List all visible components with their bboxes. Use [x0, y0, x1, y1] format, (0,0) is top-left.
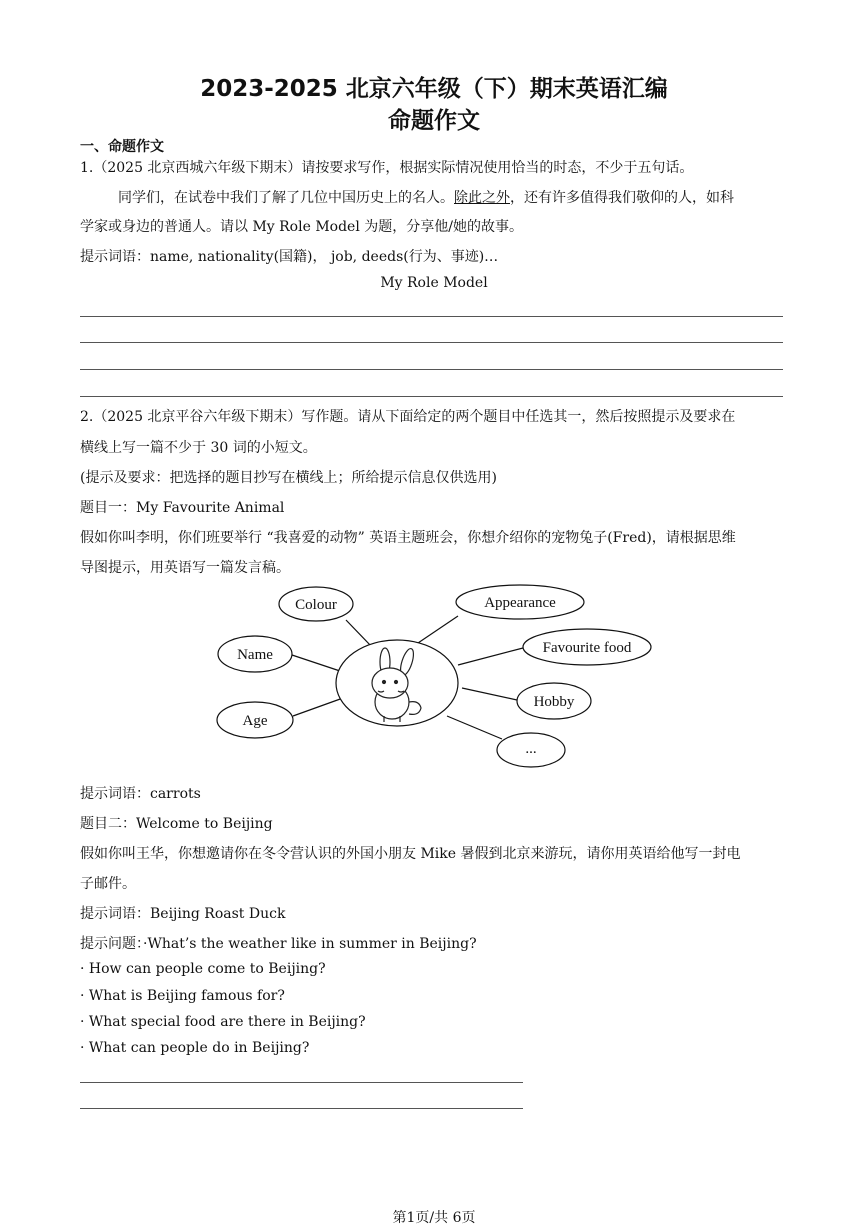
question-item: ·What’s the weather like in summer in Beijing? [143, 936, 477, 952]
page-number: 第1页/共 6页 [392, 1210, 476, 1226]
node-label: Favourite food [542, 640, 632, 656]
questions-line: 提示问题：·What’s the weather like in summer in Beijing? [80, 936, 477, 952]
q1-body-line1: 同学们，在试卷中我们了解了几位中国历史上的名人。除此之外，还有许多值得我们敬仰的人，如科 [118, 190, 734, 206]
q2-requirements: (提示及要求：把选择的题目抄写在横线上；所给提示信息仅供选用) [80, 470, 497, 486]
question-item: · What is Beijing famous for? [80, 988, 285, 1004]
section-heading: 一、命题作文 [80, 139, 164, 155]
question-item: · What special food are there in Beijing? [80, 1014, 366, 1030]
topic2-title: 题目二：Welcome to Beijing [80, 816, 273, 832]
q1-body-line2: 学家或身边的普通人。请以 My Role Model 为题，分享他/她的故事。 [80, 219, 523, 235]
topic1-line2: 导图提示，用英语写一篇发言稿。 [80, 560, 290, 576]
topic2-line2: 子邮件。 [80, 876, 136, 892]
question-item: · What can people do in Beijing? [80, 1040, 310, 1056]
node-label: ... [525, 741, 537, 757]
topic1-title: 题目一：My Favourite Animal [80, 500, 285, 516]
topic2-line1: 假如你叫王华，你想邀请你在冬令营认识的外国小朋友 Mike 暑假到北京来游玩，请你用英语给他写一封电 [80, 846, 741, 862]
document-title: 2023-2025 北京六年级（下）期末英语汇编 [200, 76, 668, 102]
node-label: Appearance [484, 595, 556, 611]
node-label: Colour [295, 597, 337, 613]
q2-prompt-line1: 2.（2025 北京平谷六年级下期末）写作题。请从下面给定的两个题目中任选其一，然后按照提示及要求在 [80, 409, 736, 425]
topic2-hint: 提示词语：Beijing Roast Duck [80, 906, 286, 922]
q1-essay-title: My Role Model [380, 275, 488, 291]
topic1-hint: 提示词语：carrots [80, 786, 201, 802]
q1-hint: 提示词语：name, nationality(国籍)， job, deeds(行为、事迹)… [80, 249, 499, 265]
topic1-line1: 假如你叫李明，你们班要举行 “我喜爱的动物” 英语主题班会，你想介绍你的宠物兔子(Fred)，请根据思维 [80, 530, 736, 546]
node-label: Hobby [533, 694, 575, 710]
answer-line [80, 1082, 523, 1083]
underlined-phrase: 除此之外 [454, 190, 510, 206]
answer-line [80, 1108, 523, 1109]
q2-prompt-line2: 横线上写一篇不少于 30 词的小短文。 [80, 440, 317, 456]
q1-prompt: 1.（2025 北京西城六年级下期末）请按要求写作，根据实际情况使用恰当的时态，不少于五句话。 [80, 160, 694, 176]
node-label: Age [242, 713, 268, 729]
question-item: · How can people come to Beijing? [80, 961, 326, 977]
document-subtitle: 命题作文 [388, 108, 480, 134]
node-label: Name [237, 647, 273, 663]
